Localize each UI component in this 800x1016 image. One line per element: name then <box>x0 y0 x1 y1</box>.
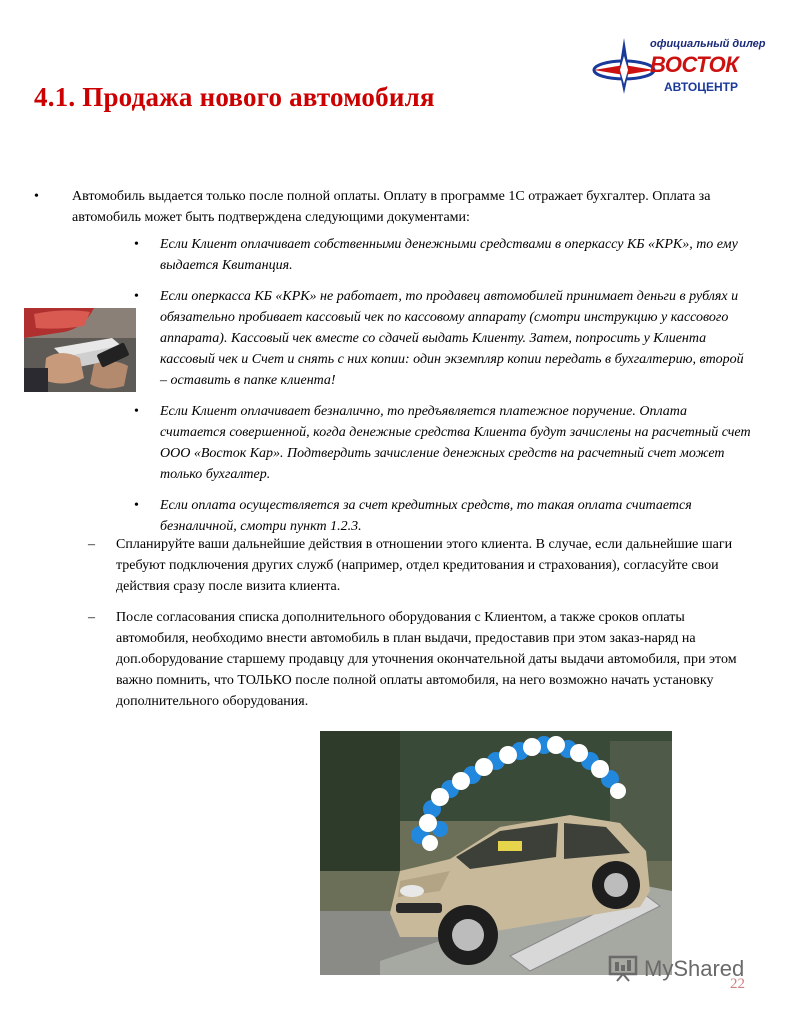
dash-marker: – <box>88 610 95 625</box>
payment-methods-list <box>134 234 754 547</box>
list-item-text: Если оплата осуществляется за счет кредитных средств, то такая оплата считается безналичной, смотри пункт 1.2.3. <box>160 498 692 534</box>
list-item <box>134 495 754 537</box>
dealer-logo <box>592 30 782 102</box>
dash-marker: – <box>88 537 95 552</box>
list-item <box>88 534 758 597</box>
payment-photo <box>24 308 136 392</box>
bullet-marker: • <box>134 237 139 252</box>
bullet-marker: • <box>134 289 139 304</box>
page-number: 22 <box>730 976 745 992</box>
main-paragraph-text: Автомобиль выдается только после полной оплаты. Оплату в программе 1С отражает бухгалтер. Оплата за автомобиль может быть подтверждена следующими документами: <box>72 189 711 225</box>
list-item-text: Если оперкасса КБ «КРК» не работает, то продавец автомобилей принимает деньги в рублях и обязательно пробивает кассовый чек по кассовому аппарату (смотри инструкцию у кассового аппарата). Кассовый чек вместе со сдачей выдать Клиенту. Затем, попросить у Клиента кассовый чек и Счет и снять с них копии: один экземпляр копии передать в бухгалтерию, второй – оставить в папке клиента! <box>160 289 744 388</box>
bullet-marker: • <box>134 498 139 513</box>
list-item <box>134 286 754 391</box>
bullet-marker: • <box>34 189 39 204</box>
logo-brand-text: ВОСТОК <box>650 52 739 77</box>
car-with-balloons-photo <box>320 731 672 975</box>
list-item-text: Если Клиент оплачивает собственными денежными средствами в оперкассу КБ «КРК», то ему выдается Квитанция. <box>160 237 738 273</box>
list-item-text: После согласования списка дополнительного оборудования с Клиентом, а также сроков оплаты автомобиля, необходимо внести автомобиль в план выдачи, предоставив при этом заказ-наряд на доп.оборудование старшему продавцу для уточнения окончательной даты выдачи автомобиля, при этом важно помнить, что ТОЛЬКО после полной оплаты автомобиля, на него возможно начать установку дополнительного оборудования. <box>116 610 737 709</box>
list-item <box>134 234 754 276</box>
watermark-text: MyShared <box>644 956 745 981</box>
presentation-board-icon <box>608 954 638 982</box>
list-item-text: Если Клиент оплачивает безналично, то предъявляется платежное поручение. Оплата считается совершенной, когда денежные средства Клиента будут зачислены на расчетный счет ООО «Восток Кар». Подтвердить зачисление денежных средств на расчетный счет может только бухгалтер. <box>160 404 751 482</box>
list-item <box>134 401 754 485</box>
main-paragraph <box>34 186 734 228</box>
list-item <box>88 607 758 712</box>
logo-center-text: АВТОЦЕНТР <box>664 80 739 94</box>
page-title: 4.1. Продажа нового автомобиля <box>34 82 435 112</box>
list-item-text: Спланируйте ваши дальнейшие действия в отношении этого клиента. В случае, если дальнейшие шаги требуют подключения других служб (например, отдел кредитования и страхования), согласуйте свои действия сразу после визита клиента. <box>116 537 733 594</box>
logo-dealer-text: официальный дилер <box>650 38 766 50</box>
action-steps-list <box>88 534 758 722</box>
bullet-marker: • <box>134 404 139 419</box>
